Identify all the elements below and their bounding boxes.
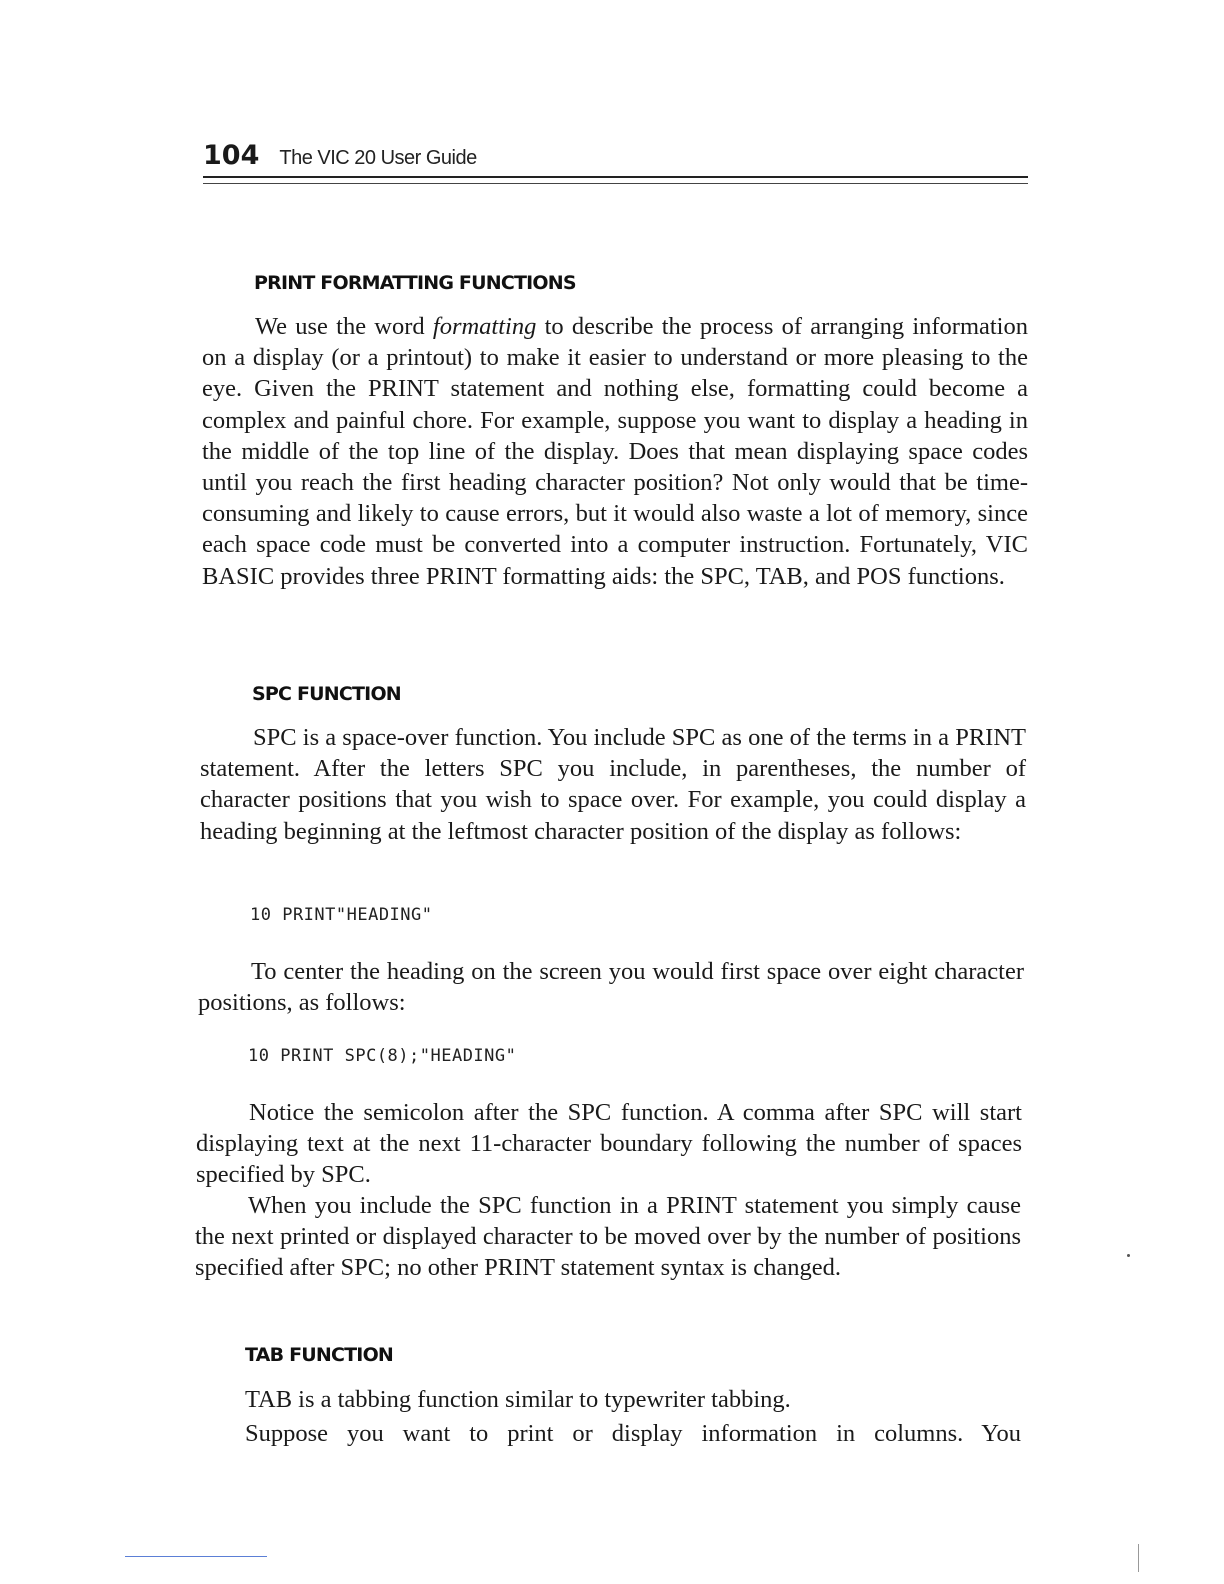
section-heading-print-formatting: PRINT FORMATTING FUNCTIONS: [254, 272, 576, 294]
section-heading-spc-function: SPC FUNCTION: [252, 683, 401, 705]
code-listing-heading: 10 PRINT"HEADING": [250, 905, 433, 925]
emphasis-formatting: formatting: [432, 313, 537, 340]
paragraph-text: TAB is a tabbing function similar to typewriter tabbing.: [245, 1386, 791, 1413]
paragraph-formatting-intro: [202, 311, 1028, 592]
scan-speck: [1127, 1254, 1130, 1257]
page-bottom-line: [125, 1556, 267, 1557]
code-listing-spc: 10 PRINT SPC(8);"HEADING": [248, 1046, 517, 1066]
paragraph-spc-effect: [195, 1190, 1021, 1284]
paragraph-center-heading: [198, 956, 1024, 1018]
section-heading-tab-function: TAB FUNCTION: [245, 1344, 394, 1366]
paragraph-text: When you include the SPC function in a PRINT statement you simply cause the next printed or displayed character to be moved over by the number of positions specified after SPC; no other PRINT statement syntax is changed.: [195, 1192, 1021, 1282]
paragraph-tab-columns: [245, 1418, 1021, 1449]
paragraph-text: To center the heading on the screen you would first space over eight character positions, as follows:: [198, 958, 1024, 1017]
paragraph-text: Notice the semicolon after the SPC function. A comma after SPC will start displaying text at the next 11-character boundary following the number of spaces specified by SPC.: [196, 1099, 1022, 1189]
paragraph-text: Suppose you want to print or display information in columns. You: [245, 1420, 1021, 1447]
header-rule-thick: [203, 176, 1028, 178]
page-number: 104: [203, 140, 260, 171]
paragraph-text: to describe the process of arranging information on a display (or a printout) to make it easier to understand or more pleasing to the eye. Given the PRINT statement and nothing else, formatting could become a complex and painful chore. For example, suppose you want to display a heading in the middle of the top line of the display. Does that mean displaying space codes until you reach the first heading character position? Not only would that be time-consuming and likely to cause errors, but it would also waste a lot of memory, since each space code must be converted into a computer instruction. Fortunately, VIC BASIC provides three PRINT formatting aids: the SPC, TAB, and POS functions.: [202, 313, 1028, 590]
header-rule-thin: [203, 183, 1028, 184]
paragraph-spc-intro: [200, 722, 1026, 847]
paragraph-semicolon-note: [196, 1097, 1022, 1191]
paragraph-tab-intro: [245, 1384, 1025, 1415]
paragraph-text: We use the word: [255, 313, 433, 340]
page-edge-mark: [1138, 1544, 1139, 1572]
book-title: The VIC 20 User Guide: [279, 147, 477, 169]
paragraph-text: SPC is a space-over function. You include SPC as one of the terms in a PRINT statement. After the letters SPC you include, in parentheses, the number of character positions that you wish to space over. For example, you could display a heading beginning at the leftmost character position of the display as follows:: [200, 724, 1026, 845]
running-header: [203, 140, 1028, 171]
